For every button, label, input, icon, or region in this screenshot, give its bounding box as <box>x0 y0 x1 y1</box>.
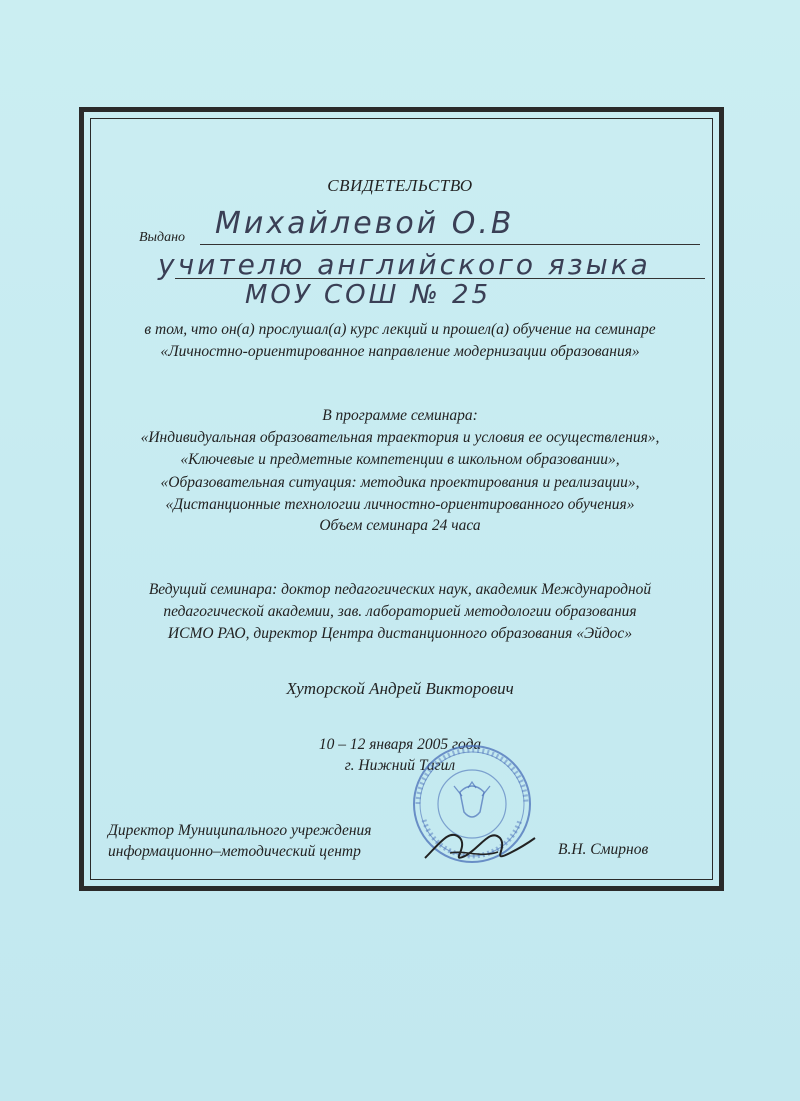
director-name: В.Н. Смирнов <box>558 841 649 858</box>
lead-line-2: педагогической академии, зав. лабораторией методологии образования <box>163 603 637 620</box>
program-item: «Дистанционные технологии личностно-ориентированного обучения» <box>165 496 635 513</box>
course-line-2: «Личностно-ориентированное направление модернизации образования» <box>160 343 640 360</box>
lead-line-3: ИСМО РАО, директор Центра дистанционного образования «Эйдос» <box>167 625 633 642</box>
recipient-school: МОУ СОШ № 25 <box>245 280 492 310</box>
recipient-position: учителю английского языка <box>158 248 651 281</box>
lead-line-1: Ведущий семинара: доктор педагогических наук, академик Международной <box>148 581 652 598</box>
recipient-name: Михайлевой О.В <box>215 206 515 241</box>
program-item: «Образовательная ситуация: методика проектирования и реализации», <box>160 474 640 491</box>
certificate-title: СВИДЕТЕЛЬСТВО <box>327 176 473 195</box>
seminar-volume: Объем семинара 24 часа <box>319 517 481 534</box>
program-item: «Индивидуальная образовательная траектория и условия ее осуществления», <box>140 429 660 446</box>
issued-label: Выдано <box>139 230 186 245</box>
course-line-1: в том, что он(а) прослушал(а) курс лекций и прошел(а) обучение на семинаре <box>144 321 656 338</box>
program-title: В программе семинара: <box>322 407 478 424</box>
lead-name: Хуторской Андрей Викторович <box>286 679 514 698</box>
seminar-city: г. Нижний Тагил <box>344 757 456 774</box>
name-underline <box>200 244 700 245</box>
seminar-date: 10 – 12 января 2005 года <box>318 736 482 753</box>
director-signature-icon <box>420 808 540 868</box>
program-item: «Ключевые и предметные компетенции в школьном образовании», <box>180 451 620 468</box>
director-title-line-2: информационно–методический центр <box>108 843 361 860</box>
director-title-line-1: Директор Муниципального учреждения <box>108 822 372 839</box>
